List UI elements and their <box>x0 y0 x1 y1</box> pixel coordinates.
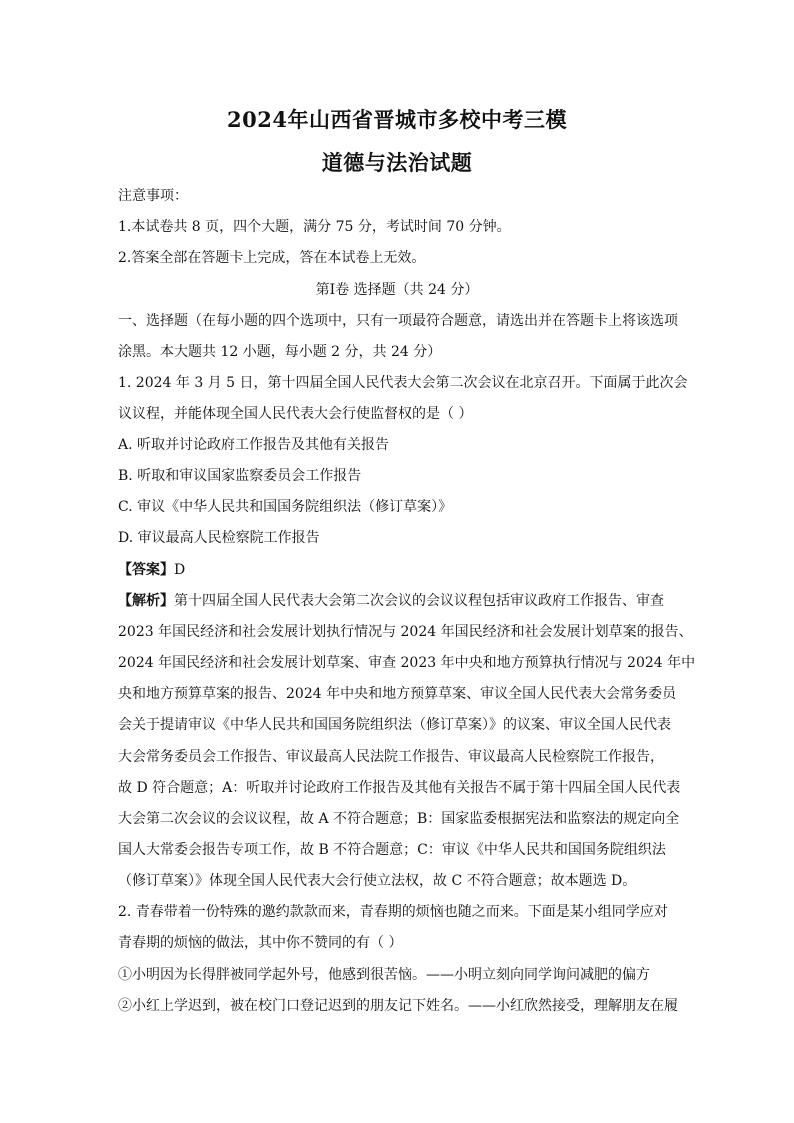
notes-heading: 注意事项： <box>118 188 188 204</box>
analysis-text: 第十四届全国人民代表大会第二次会议的会议议程包括审议政府工作报告、审查 <box>174 593 664 609</box>
question-2-stem: 青春期的烦恼的做法，其中你不赞同的有（ ） <box>118 935 403 951</box>
question-2-item: ①小明因为长得胖被同学起外号，他感到很苦恼。——小明立刻向同学询问减肥的偏方 <box>118 967 650 983</box>
analysis-label: 【解析】 <box>118 593 174 609</box>
option-a: A. 听取并讨论政府工作报告及其他有关报告 <box>118 437 390 453</box>
analysis-text: 2024 年国民经济和社会发展计划草案、审查 2023 年中央和地方预算执行情况与 2024 年中 <box>118 655 696 671</box>
analysis-text: 会关于提请审议《中华人民共和国国务院组织法（修订草案）》的议案、审议全国人民代表 <box>118 717 671 733</box>
section-instruction: 一、选择题（在每小题的四个选项中，只有一项最符合题意，请选出并在答题卡上将该选项 <box>118 313 678 329</box>
analysis-text: （修订草案）》体现全国人民代表大会行使立法权，故 C 不符合题意；故本题选 D。 <box>118 873 637 889</box>
analysis-text: 大会常务委员会工作报告、审议最高人民法院工作报告、审议最高人民检察院工作报告， <box>118 749 664 765</box>
analysis-text: 央和地方预算草案的报告、2024 年中央和地方预算草案、审议全国人民代表大会常务委员 <box>118 686 677 702</box>
section-instruction: 涂黑。本大题共 12 小题，每小题 2 分，共 24 分） <box>118 344 442 360</box>
answer-label: 【答案】 <box>118 562 174 578</box>
section-title: 第Ⅰ卷 选择题（共 24 分） <box>315 282 479 298</box>
question-2-item: ②小红上学迟到，被在校门口登记迟到的朋友记下姓名。——小红欣然接受，理解朋友在履 <box>118 998 678 1014</box>
document-title: 2024年山西省晋城市多校中考三模 <box>227 107 567 132</box>
question-1-stem: 1. 2024 年 3 月 5 日，第十四届全国人民代表大会第二次会议在北京召开。下面属于此次会 <box>118 375 688 391</box>
answer-line <box>118 560 185 580</box>
answer-value: D <box>174 562 186 578</box>
analysis-text: 大会第二次会议的会议议程，故 A 不符合题意；B：国家监委根据宪法和监察法的规定向全 <box>118 811 680 827</box>
option-c: C. 审议《中华人民共和国国务院组织法（修订草案）》 <box>118 499 453 515</box>
analysis-text: 2023 年国民经济和社会发展计划执行情况与 2024 年国民经济和社会发展计划草案的报告、 <box>118 624 693 640</box>
question-2-stem: 2. 青春带着一份特殊的邀约款款而来，青春期的烦恼也随之而来。下面是某小组同学应对 <box>118 904 668 920</box>
option-b: B. 听取和审议国家监察委员会工作报告 <box>118 468 362 484</box>
option-d: D. 审议最高人民检察院工作报告 <box>118 530 320 546</box>
question-1-stem: 议议程，并能体现全国人民代表大会行使监督权的是（ ） <box>118 406 473 422</box>
analysis-line <box>118 591 664 611</box>
document-subtitle: 道德与法治试题 <box>321 150 473 175</box>
analysis-text: 故 D 符合题意；A：听取并讨论政府工作报告及其他有关报告不属于第十四届全国人民代表 <box>118 780 681 796</box>
note-item: 1.本试卷共 8 页，四个大题，满分 75 分，考试时间 70 分钟。 <box>118 219 511 235</box>
analysis-text: 国人大常委会报告专项工作，故 B 不符合题意；C：审议《中华人民共和国国务院组织法 <box>118 842 666 858</box>
note-item: 2.答案全部在答题卡上完成，答在本试卷上无效。 <box>118 250 426 266</box>
